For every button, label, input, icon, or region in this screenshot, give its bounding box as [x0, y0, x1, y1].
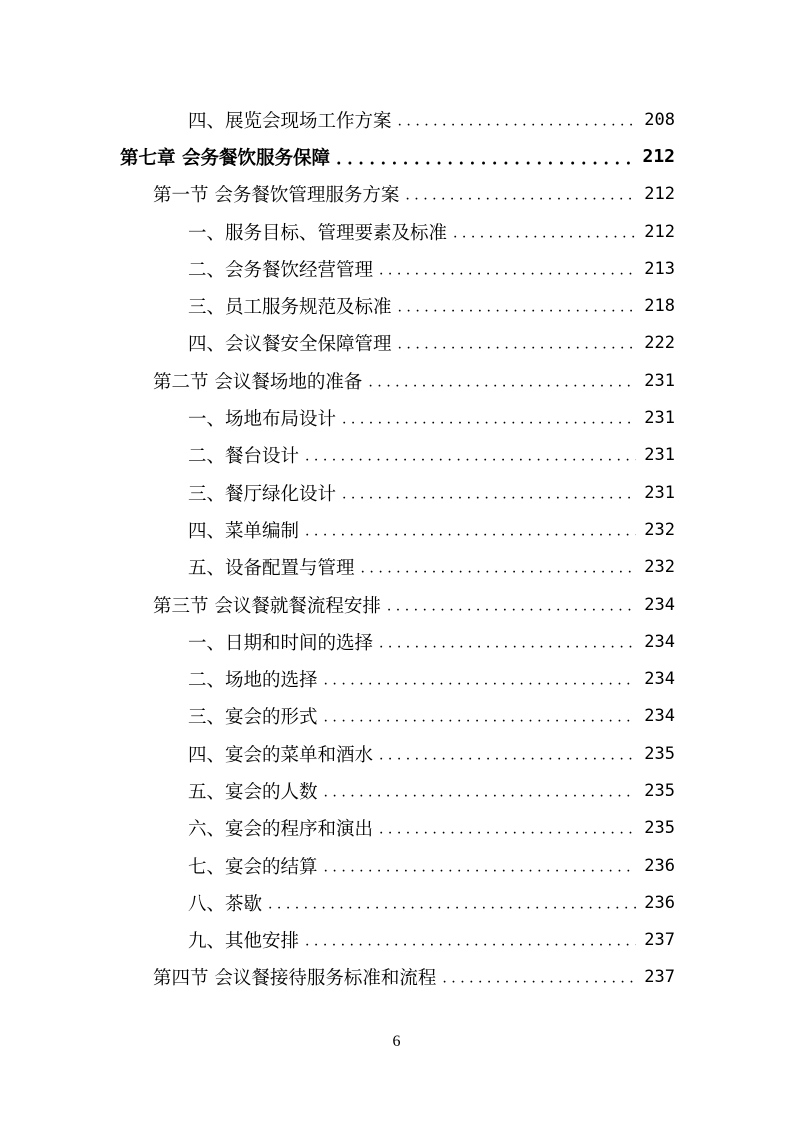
toc-entry-title: 第四节 会议餐接待服务标准和流程 [153, 968, 437, 990]
toc-subsection-entry[interactable] [0, 735, 793, 772]
toc-entry-page-number: 235 [644, 818, 675, 839]
toc-entry-title: 四、展览会现场工作方案 [188, 110, 392, 132]
toc-dot-leader [379, 250, 636, 287]
toc-entry-page-number: 235 [644, 743, 675, 764]
toc-entry-title: 四、会议餐安全保障管理 [188, 334, 392, 356]
toc-entry-page-number: 213 [644, 258, 675, 279]
toc-subsection-entry[interactable] [0, 810, 793, 847]
toc-entry-page-number: 237 [644, 930, 675, 951]
toc-dot-leader [379, 735, 636, 772]
table-of-contents [0, 101, 793, 996]
toc-entry-title: 第三节 会议餐就餐流程安排 [153, 595, 381, 617]
toc-entry-title: 一、日期和时间的选择 [188, 632, 374, 654]
toc-dot-leader [305, 922, 636, 959]
toc-dot-leader [324, 847, 637, 884]
toc-entry-title: 三、宴会的形式 [188, 707, 318, 729]
toc-entry-title: 七、宴会的结算 [188, 856, 318, 878]
toc-subsection-entry[interactable] [0, 287, 793, 324]
toc-entry-title: 四、菜单编制 [188, 520, 300, 542]
toc-entry-title: 一、服务目标、管理要素及标准 [188, 222, 448, 244]
toc-entry-page-number: 235 [644, 780, 675, 801]
toc-entry-page-number: 231 [644, 445, 675, 466]
toc-section-entry[interactable] [0, 362, 793, 399]
toc-subsection-entry[interactable] [0, 250, 793, 287]
toc-entry-title: 九、其他安排 [188, 931, 300, 953]
toc-subsection-entry[interactable] [0, 922, 793, 959]
toc-entry-page-number: 222 [644, 333, 675, 354]
toc-entry-page-number: 231 [644, 370, 675, 391]
toc-dot-leader [387, 586, 636, 623]
toc-subsection-entry[interactable] [0, 474, 793, 511]
toc-dot-leader [368, 362, 636, 399]
toc-dot-leader [398, 325, 637, 362]
toc-dot-leader [305, 511, 636, 548]
toc-entry-page-number: 234 [644, 669, 675, 690]
toc-section-entry[interactable] [0, 959, 793, 996]
toc-entry-page-number: 232 [644, 519, 675, 540]
toc-subsection-entry[interactable] [0, 884, 793, 921]
toc-entry-title: 一、场地布局设计 [188, 409, 337, 431]
toc-entry-title: 四、宴会的菜单和酒水 [188, 744, 374, 766]
toc-entry-title: 二、餐台设计 [188, 446, 300, 468]
toc-entry-page-number: 212 [644, 184, 675, 205]
toc-subsection-entry[interactable] [0, 772, 793, 809]
toc-entry-title: 第一节 会务餐饮管理服务方案 [153, 185, 400, 207]
toc-subsection-entry[interactable] [0, 325, 793, 362]
toc-dot-leader [336, 138, 635, 175]
toc-subsection-entry[interactable] [0, 549, 793, 586]
toc-entry-page-number: 208 [644, 109, 675, 130]
toc-subsection-entry[interactable] [0, 660, 793, 697]
toc-entry-page-number: 236 [644, 855, 675, 876]
page-number: 6 [392, 1033, 401, 1050]
toc-dot-leader [442, 959, 636, 996]
toc-subsection-entry[interactable] [0, 511, 793, 548]
toc-entry-title: 五、设备配置与管理 [188, 558, 355, 580]
toc-dot-leader [453, 213, 636, 250]
toc-dot-leader [324, 660, 637, 697]
toc-dot-leader [268, 884, 636, 921]
toc-entry-title: 三、餐厅绿化设计 [188, 483, 337, 505]
toc-entry-page-number: 236 [644, 892, 675, 913]
toc-section-entry[interactable] [0, 176, 793, 213]
toc-subsection-entry[interactable] [0, 623, 793, 660]
toc-entry-page-number: 232 [644, 557, 675, 578]
toc-entry-page-number: 218 [644, 296, 675, 317]
toc-dot-leader [342, 399, 636, 436]
toc-entry-page-number: 231 [644, 482, 675, 503]
toc-entry-page-number: 234 [644, 631, 675, 652]
toc-dot-leader [342, 474, 636, 511]
toc-entry-title: 第七章 会务餐饮服务保障 [120, 147, 330, 169]
toc-dot-leader [305, 437, 636, 474]
toc-entry-page-number: 234 [644, 706, 675, 727]
toc-entry-page-number: 237 [644, 967, 675, 988]
toc-dot-leader [379, 810, 636, 847]
toc-dot-leader [324, 698, 637, 735]
toc-dot-leader [398, 287, 637, 324]
toc-dot-leader [405, 176, 636, 213]
toc-dot-leader [361, 549, 637, 586]
toc-entry-title: 二、会务餐饮经营管理 [188, 259, 374, 281]
toc-entry-page-number: 231 [644, 408, 675, 429]
toc-entry-page-number: 234 [644, 594, 675, 615]
toc-entry-title: 第二节 会议餐场地的准备 [153, 371, 363, 393]
toc-section-entry[interactable] [0, 586, 793, 623]
toc-subsection-entry[interactable] [0, 101, 793, 138]
toc-entry-page-number: 212 [644, 221, 675, 242]
toc-entry-title: 五、宴会的人数 [188, 781, 318, 803]
toc-entry-title: 六、宴会的程序和演出 [188, 819, 374, 841]
toc-dot-leader [379, 623, 636, 660]
toc-entry-title: 二、场地的选择 [188, 670, 318, 692]
toc-subsection-entry[interactable] [0, 698, 793, 735]
toc-entry-title: 八、茶歇 [188, 893, 263, 915]
toc-subsection-entry[interactable] [0, 437, 793, 474]
toc-subsection-entry[interactable] [0, 847, 793, 884]
toc-chapter-entry[interactable] [0, 138, 793, 175]
toc-dot-leader [324, 772, 637, 809]
toc-dot-leader [398, 101, 637, 138]
toc-entry-title: 三、员工服务规范及标准 [188, 297, 392, 319]
toc-entry-page-number: 212 [642, 146, 675, 168]
toc-subsection-entry[interactable] [0, 399, 793, 436]
toc-subsection-entry[interactable] [0, 213, 793, 250]
